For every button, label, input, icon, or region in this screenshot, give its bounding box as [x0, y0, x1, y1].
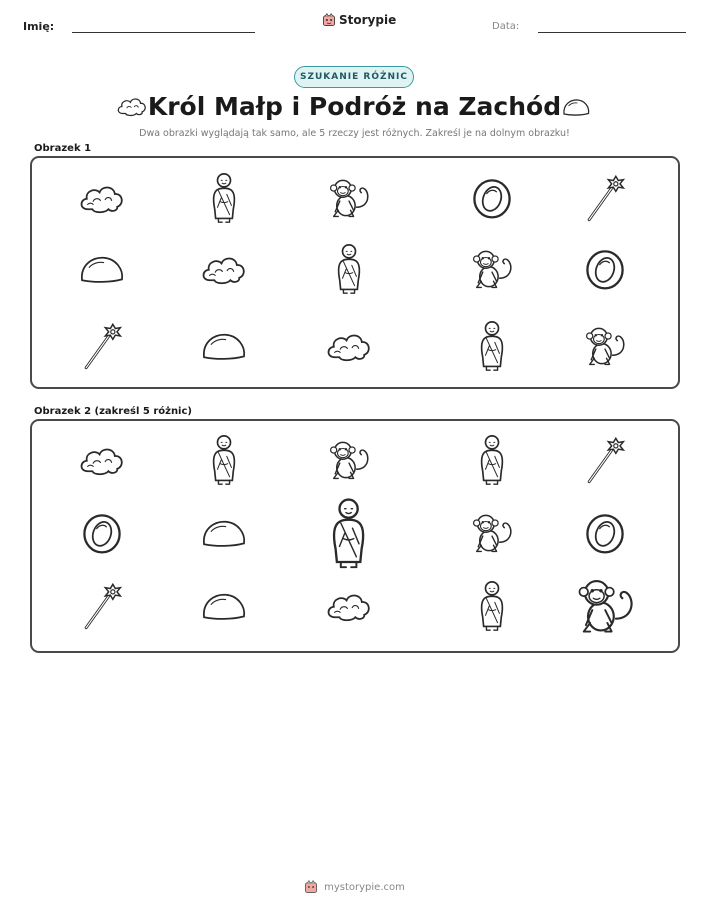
monkey-icon[interactable] [326, 438, 372, 482]
activity-badge: SZUKANIE RÓŻNIC [294, 66, 414, 88]
footer-url[interactable]: mystorypie.com [324, 881, 405, 893]
footer [0, 880, 709, 894]
staff-icon[interactable] [583, 435, 627, 485]
picture1-label: Obrazek 1 [34, 143, 92, 154]
peach-icon[interactable] [583, 246, 627, 292]
picture2-label: Obrazek 2 (zakreśl 5 różnic) [34, 406, 192, 417]
staff-icon[interactable] [583, 173, 627, 223]
peach-icon[interactable] [470, 175, 514, 221]
instructions: Dwa obrazki wyglądają tak samo, ale 5 rzeczy jest różnych. Zakreśl je na dolnym obrazku! [139, 128, 570, 139]
cloud-icon[interactable] [200, 251, 248, 287]
peach-icon[interactable] [80, 510, 124, 556]
peach-icon[interactable] [583, 510, 627, 556]
rock-icon[interactable] [199, 330, 249, 362]
rock-icon[interactable] [199, 517, 249, 549]
name-label: Imię: [23, 20, 55, 33]
staff-icon[interactable] [80, 581, 124, 631]
cloud-icon[interactable] [325, 588, 373, 624]
storypie-footer-icon [304, 880, 318, 894]
date-line[interactable] [538, 32, 686, 33]
monk-icon[interactable] [478, 580, 506, 632]
cloud-icon[interactable] [325, 328, 373, 364]
title-rock-icon [561, 96, 591, 118]
monkey-icon[interactable] [582, 324, 628, 368]
monk-icon[interactable] [478, 434, 506, 486]
date-label: Data: [492, 21, 520, 32]
cloud-icon[interactable] [78, 442, 126, 478]
monk-icon[interactable] [329, 497, 368, 570]
monkey-icon[interactable] [573, 575, 637, 637]
monk-icon[interactable] [210, 434, 238, 486]
storypie-logo-icon [322, 13, 336, 27]
monk-icon[interactable] [478, 320, 506, 372]
name-line[interactable] [72, 32, 255, 33]
monkey-icon[interactable] [326, 176, 372, 220]
rock-icon[interactable] [199, 590, 249, 622]
page-title: Król Małp i Podróż na Zachód [147, 92, 562, 121]
rock-icon[interactable] [77, 253, 127, 285]
cloud-icon[interactable] [78, 180, 126, 216]
brand-logo [322, 13, 396, 27]
monk-icon[interactable] [335, 243, 363, 295]
monkey-icon[interactable] [469, 511, 515, 555]
monkey-icon[interactable] [469, 247, 515, 291]
brand-name: Storypie [339, 13, 397, 27]
monk-icon[interactable] [210, 172, 238, 224]
staff-icon[interactable] [80, 321, 124, 371]
